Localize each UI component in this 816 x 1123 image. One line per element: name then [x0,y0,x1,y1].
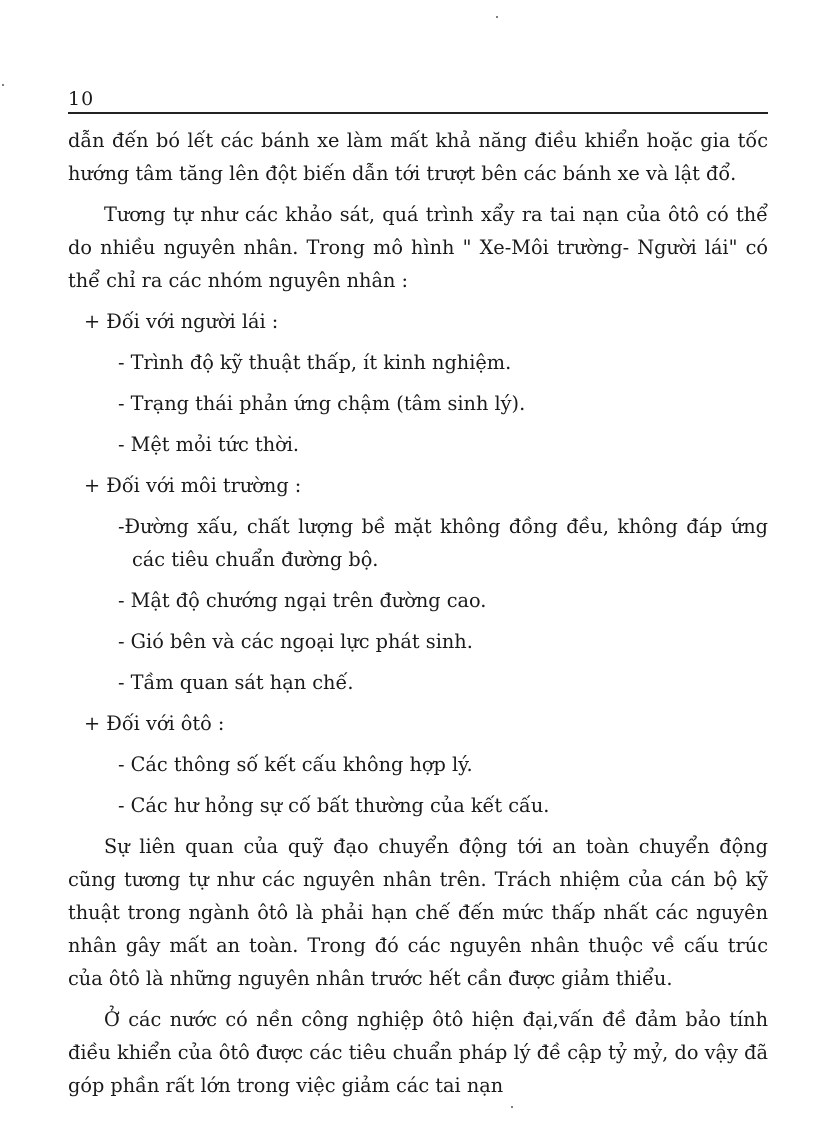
list-item: - Các thông số kết cấu không hợp lý. [118,753,473,776]
list-item: - Mật độ chướng ngại trên đường cao. [118,589,487,612]
list-item: -Đường xấu, chất lượng bề mặt không đồng đều, không đáp ứng các tiêu chuẩn đường bộ. [118,515,768,571]
scan-speck [2,84,4,86]
list-item: - Gió bên và các ngoại lực phát sinh. [118,630,473,653]
list-item: - Mệt mỏi tức thời. [118,433,300,456]
paragraph-standards: Ở các nước có nền công nghiệp ôtô hiện đại,vấn đề đảm bảo tính điều khiển của ôtô được các tiêu chuẩn pháp lý đề cập tỷ mỷ, do vậy đã góp phần rất lớn trong việc giảm các tai nạn [68,1008,768,1097]
list-item: - Tầm quan sát hạn chế. [118,671,354,694]
page-number: 10 [68,88,95,110]
group-heading-environment: + Đối với môi trường : [84,474,302,497]
page-header [68,86,768,116]
scan-speck [496,16,498,18]
body-text [68,124,768,1110]
paragraph-causes-intro: Tương tự như các khảo sát, quá trình xẩy ra tai nạn của ôtô có thể do nhiều nguyên nhân. Trong mô hình " Xe-Môi trường- Người lái" có thể chỉ ra các nhóm nguyên nhân : [68,203,768,292]
list-item: - Trạng thái phản ứng chậm (tâm sinh lý). [118,392,526,415]
paragraph-trajectory: Sự liên quan của quỹ đạo chuyển động tới an toàn chuyển động cũng tương tự như các nguyên nhân trên. Trách nhiệm của cán bộ kỹ thuật trong ngành ôtô là phải hạn chế đến mức thấp nhất các nguyên nhân gây mất an toàn. Trong đó các nguyên nhân thuộc về cấu trúc của ôtô là những nguyên nhân trước hết cần được giảm thiểu. [68,835,768,990]
list-item: - Các hư hỏng sự cố bất thường của kết cấu. [118,794,550,817]
group-heading-vehicle: + Đối với ôtô : [84,712,225,735]
group-heading-driver: + Đối với người lái : [84,310,279,333]
paragraph-continuation: dẫn đến bó lết các bánh xe làm mất khả năng điều khiển hoặc gia tốc hướng tâm tăng lên đột biến dẫn tới trượt bên các bánh xe và lật đổ. [68,129,768,185]
list-item: - Trình độ kỹ thuật thấp, ít kinh nghiệm. [118,351,512,374]
header-rule [68,112,768,114]
